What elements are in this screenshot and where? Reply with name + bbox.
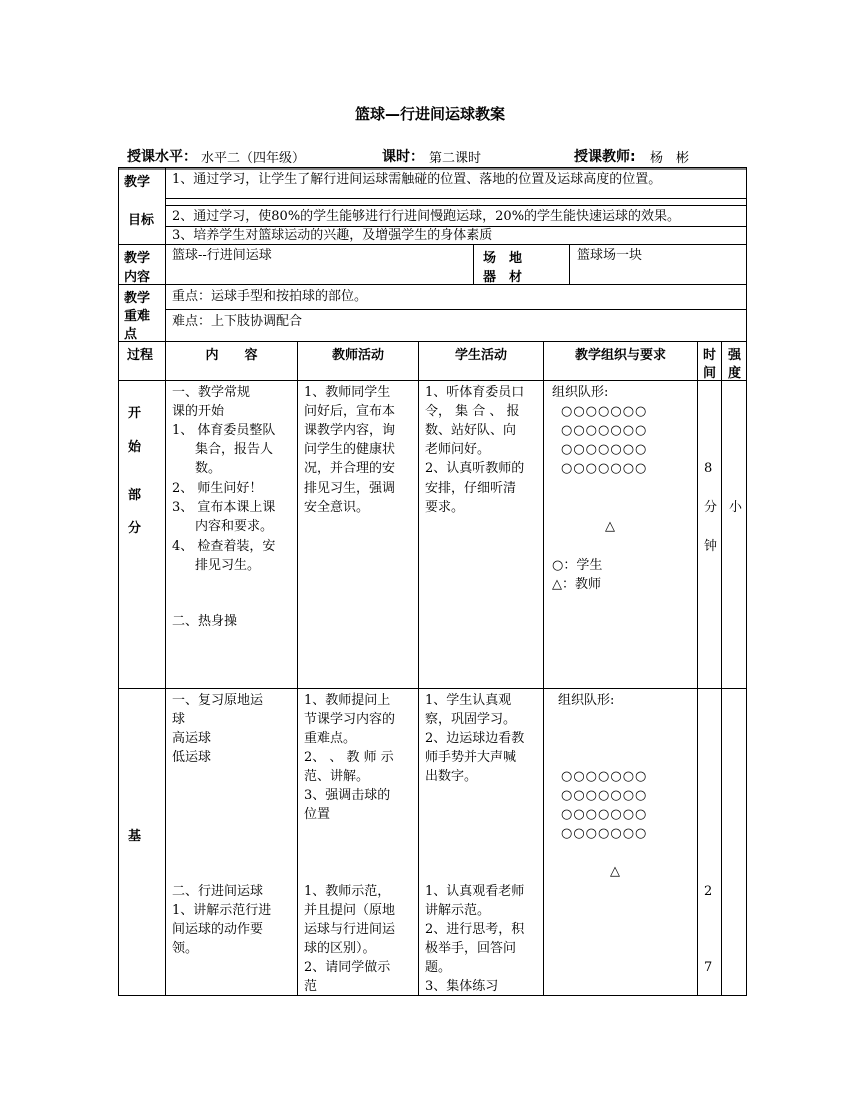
s1-teacher-line: 安全意识。 [304, 500, 370, 515]
s1-student-line: 2、认真听教师的 [425, 461, 525, 476]
s2-student-b: 2、进行思考，积 [425, 922, 525, 937]
s1-student-line: 老师问好。 [425, 442, 491, 457]
s1-student-line: 安排，仔细听清 [425, 481, 517, 496]
s1-formation-row: ○○○○○○○ [561, 461, 648, 476]
s2-student-a: 1、学生认真观 [425, 693, 512, 708]
s2-formation-row: ○○○○○○○ [561, 826, 648, 841]
keypoint-label-1: 教学 [124, 291, 151, 306]
s1-time-3: 钟 [704, 539, 718, 554]
header-intensity-1: 强 [728, 348, 742, 363]
section1-label-1: 开 [128, 406, 142, 421]
s2-teacher-b: 范 [304, 979, 318, 994]
s2-org-title: 组织队形: [558, 693, 615, 708]
s1-content-line: 1、 体育委员整队 [172, 423, 276, 438]
section1-label-2: 始 [128, 440, 142, 455]
s2-student-a: 察，巩固学习。 [425, 712, 517, 727]
header-intensity-2: 度 [728, 366, 742, 381]
s2-content-a: 低运球 [172, 750, 212, 765]
keypoint-label-2: 重难 [124, 309, 151, 324]
teacher-label: 授课教师: [574, 149, 636, 165]
goals-label-top: 教学 [124, 175, 151, 190]
s1-formation-row: ○○○○○○○ [561, 423, 648, 438]
header-content: 内 容 [205, 348, 258, 363]
s2-student-b: 极举手，回答问 [425, 941, 517, 956]
s2-teacher-b: 1、教师示范， [304, 884, 391, 899]
s2-content-b: 1、讲解示范行进 [172, 903, 272, 918]
s2-content-a: 高运球 [172, 731, 212, 746]
s2-teacher-a: 范、讲解。 [304, 769, 370, 784]
s1-student-line: 数、站好队、向 [425, 423, 517, 438]
header-time-1: 时 [703, 348, 717, 363]
s1-student-line: 要求。 [425, 500, 465, 515]
s2-time-1: 2 [704, 884, 713, 899]
s1-teacher-line: 课教学内容，询 [304, 423, 396, 438]
s1-content-line: 4、 检查着装，安 [172, 539, 276, 554]
s1-formation-row: ○○○○○○○ [561, 442, 648, 457]
s1-content-line: 二、热身操 [172, 614, 238, 629]
s1-teacher-line: 问学生的健康状 [304, 442, 396, 457]
header-teacher: 教师活动 [331, 348, 384, 363]
s2-content-a: 球 [172, 712, 186, 727]
s1-student-line: 1、听体育委员口 [425, 385, 525, 400]
s1-teacher-line: 1、教师同学生 [304, 385, 391, 400]
venue-label-2: 器 材 [483, 270, 523, 285]
s2-content-b: 二、行进间运球 [172, 884, 264, 899]
s2-student-b: 题。 [425, 960, 452, 975]
s1-teacher-mark: △ [605, 519, 615, 534]
period-label: 课时： [382, 149, 424, 165]
s1-legend-teacher: △：教师 [552, 577, 601, 592]
section2-label: 基 [128, 829, 142, 844]
s2-teacher-b: 2、请同学做示 [304, 960, 391, 975]
s2-formation-row: ○○○○○○○ [561, 788, 648, 803]
s1-org-title: 组织队形: [552, 385, 609, 400]
s2-teacher-mark: △ [610, 864, 620, 879]
difficult-point: 难点：上下肢协调配合 [172, 314, 303, 329]
s1-legend-student: ○：学生 [552, 558, 603, 573]
goal-2: 2、通过学习，使80%的学生能够进行行进间慢跑运球，20%的学生能快速运球的效果。 [172, 209, 681, 224]
header-process: 过程 [127, 348, 154, 363]
s2-teacher-a: 3、强调击球的 [304, 788, 391, 803]
s1-content-line: 课的开始 [172, 404, 225, 419]
s1-content-line: 排见习生。 [195, 558, 261, 573]
s1-content-line: 2、 师生问好！ [172, 481, 263, 496]
s2-teacher-a: 2、 、 教 师 示 [304, 750, 394, 765]
s2-teacher-a: 重难点。 [304, 731, 357, 746]
header-time-2: 间 [703, 366, 717, 381]
period-value: 第二课时 [429, 151, 482, 166]
s2-content-b: 间运球的动作要 [172, 922, 264, 937]
content-label-1: 教学 [124, 251, 151, 266]
level-value: 水平二（四年级） [201, 151, 306, 166]
s2-student-b: 讲解示范。 [425, 903, 491, 918]
s1-time-2: 分 [704, 500, 718, 515]
s2-student-a: 出数字。 [425, 769, 478, 784]
s1-content-line: 3、 宣布本课上课 [172, 500, 276, 515]
s2-teacher-b: 球的区别）。 [304, 941, 376, 956]
s2-teacher-b: 运球与行进间运 [304, 922, 396, 937]
s1-content-line: 一、教学常规 [172, 385, 251, 400]
s1-teacher-line: 问好后，宣布本 [304, 404, 396, 419]
s2-teacher-a: 位置 [304, 807, 331, 822]
s2-formation-row: ○○○○○○○ [561, 769, 648, 784]
s1-teacher-line: 况，并合理的安 [304, 461, 396, 476]
s2-student-a: 2、边运球边看教 [425, 731, 525, 746]
goal-1: 1、通过学习，让学生了解行进间运球需触碰的位置、落地的位置及运球高度的位置。 [172, 172, 662, 187]
s1-time-1: 8 [704, 461, 713, 476]
s2-student-b: 1、认真观看老师 [425, 884, 525, 899]
keypoint-label-3: 点 [124, 327, 138, 342]
s2-teacher-b: 并且提问（原地 [304, 903, 396, 918]
s2-content-a: 一、复习原地运 [172, 693, 264, 708]
content-label-2: 内容 [124, 270, 151, 285]
page-title: 篮球—行进间运球教案 [354, 105, 505, 123]
s2-teacher-a: 1、教师提问上 [304, 693, 391, 708]
s1-content-line: 集合，报告人 [195, 442, 274, 457]
venue-label-1: 场 地 [483, 251, 523, 266]
goal-3: 3、培养学生对篮球运动的兴趣，及增强学生的身体素质 [172, 228, 493, 243]
s2-content-b: 领。 [172, 941, 199, 956]
section1-label-3: 部 [128, 488, 142, 503]
s1-content-line: 数。 [195, 461, 222, 476]
content-value: 篮球--行进间运球 [172, 248, 272, 263]
s1-student-line: 令， 集 合 、 报 [425, 404, 520, 419]
section1-label-4: 分 [128, 521, 142, 536]
s1-content-line: 内容和要求。 [195, 519, 274, 534]
s2-formation-row: ○○○○○○○ [561, 807, 648, 822]
s1-intensity: 小 [729, 500, 743, 515]
s2-student-b: 3、集体练习 [425, 979, 499, 994]
key-point: 重点：运球手型和按拍球的部位。 [172, 289, 368, 304]
s2-student-a: 师手势并大声喊 [425, 750, 517, 765]
venue-value: 篮球场一块 [577, 248, 643, 263]
level-label: 授课水平： [127, 149, 197, 165]
header-student: 学生活动 [454, 348, 507, 363]
s1-formation-row: ○○○○○○○ [561, 404, 648, 419]
s2-teacher-a: 节课学习内容的 [304, 712, 396, 727]
s2-time-2: 7 [704, 960, 713, 975]
header-org: 教学组织与要求 [574, 348, 666, 363]
s1-teacher-line: 排见习生，强调 [304, 481, 396, 496]
goals-label-bottom: 目标 [128, 213, 155, 228]
teacher-value: 杨 彬 [650, 151, 690, 166]
